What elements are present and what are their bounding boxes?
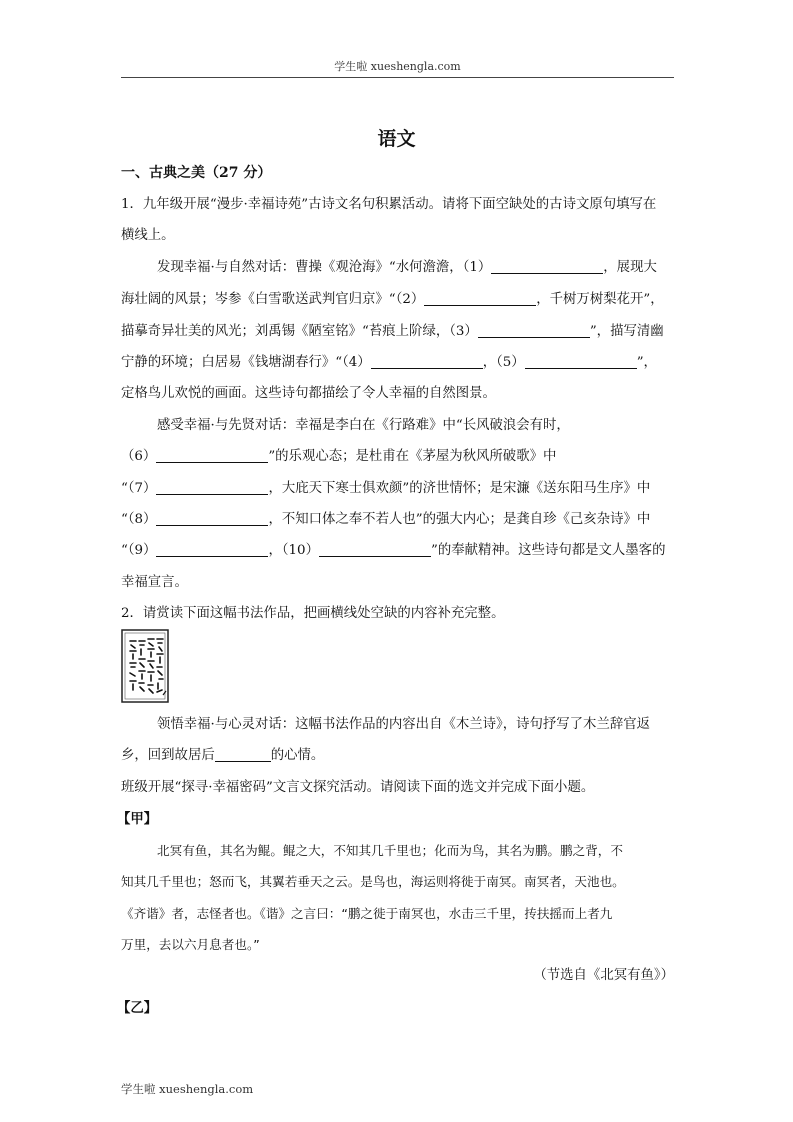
q1-para2-line-1: 感受幸福·与先贤对话：幸福是李白在《行路难》中“长风破浪会有时，	[157, 418, 570, 433]
q1-para1-line-5: 定格鸟儿欢悦的画面。这些诗句都描绘了令人幸福的自然图景。	[121, 386, 496, 401]
calligraphy-scroll-image	[121, 629, 169, 703]
answer-blank-9[interactable]	[156, 542, 268, 557]
q2-prompt: 2．请赏读下面这幅书法作品，把画横线处空缺的内容补充完整。	[121, 606, 505, 621]
jia-label: 【甲】	[117, 811, 158, 827]
answer-blank-7[interactable]	[156, 480, 268, 495]
answer-blank-5[interactable]	[525, 354, 637, 369]
q1-para2-line-6: 幸福宣言。	[121, 575, 188, 590]
q2-para-line-2: 乡，回到故居后 的心情。	[121, 748, 325, 763]
answer-blank-4[interactable]	[371, 354, 483, 369]
page-footer: 学生啦 xueshengla.com	[121, 1082, 254, 1096]
q1-para1-line-2: 海壮阔的风景；岑参《白雪歌送武判官归京》“（2） ，千树万树梨花开”，	[121, 292, 664, 307]
answer-blank-10[interactable]	[319, 542, 431, 557]
page-header: 学生啦 xueshengla.com	[121, 58, 674, 78]
q2-para-line-1: 领悟幸福·与心灵对话：这幅书法作品的内容出自《木兰诗》，诗句抒写了木兰辞官返	[157, 717, 651, 732]
section-heading: 一、古典之美（27 分）	[121, 165, 272, 181]
q1-para2-line-5: “（9） ，（10） ”的奉献精神。这些诗句都是文人墨客的	[121, 543, 666, 558]
q1-para1-line-4: 宁静的环境；白居易《钱塘湖春行》“（4） ，（5） ”，	[121, 355, 657, 370]
q1-para2-line-2: （6） ”的乐观心态；是杜甫在《茅屋为秋风所破歌》中	[121, 449, 557, 464]
yi-label: 【乙】	[117, 1000, 158, 1016]
jia-text-line-3: 《齐谐》者，志怪者也。《谐》之言曰：“鹏之徙于南冥也，水击三千里，抟扶摇而上者九	[121, 906, 613, 921]
page-title: 语文	[377, 128, 416, 150]
q1-para1-line-3: 描摹奇异壮美的风光；刘禹锡《陋室铭》“苔痕上阶绿，（3） ”，描写清幽	[121, 324, 664, 339]
q1-prompt-line-1: 1．九年级开展“漫步·幸福诗苑”古诗文名句积累活动。请将下面空缺处的古诗文原句填写在	[121, 197, 657, 212]
answer-blank-calligraphy[interactable]	[215, 747, 271, 762]
jia-source: （节选自《北冥有鱼》）	[533, 968, 674, 983]
q1-prompt-line-2: 横线上。	[121, 228, 175, 243]
q1-para2-line-4: “（8） ，不知口体之奉不若人也”的强大内心；是龚自珍《己亥杂诗》中	[121, 512, 651, 527]
activity-intro: 班级开展“探寻·幸福密码”文言文探究活动。请阅读下面的选文并完成下面小题。	[121, 780, 595, 795]
answer-blank-6[interactable]	[156, 448, 268, 463]
jia-text-line-2: 知其几千里也；怒而飞，其翼若垂天之云。是鸟也，海运则将徙于南冥。南冥者，天池也。	[121, 874, 625, 889]
q1-para1-line-1: 发现幸福·与自然对话：曹操《观沧海》“水何澹澹，（1） ，展现大	[157, 260, 657, 275]
answer-blank-3[interactable]	[478, 323, 590, 338]
q1-para2-line-3: “（7） ，大庇天下寒士俱欢颜”的济世情怀；是宋濂《送东阳马生序》中	[121, 481, 651, 496]
answer-blank-2[interactable]	[424, 291, 536, 306]
answer-blank-8[interactable]	[156, 511, 268, 526]
jia-text-line-1: 北冥有鱼，其名为鲲。鲲之大，不知其几千里也；化而为鸟，其名为鹏。鹏之背，不	[157, 843, 623, 858]
jia-text-line-4: 万里，去以六月息者也。”	[121, 937, 260, 952]
answer-blank-1[interactable]	[491, 259, 603, 274]
